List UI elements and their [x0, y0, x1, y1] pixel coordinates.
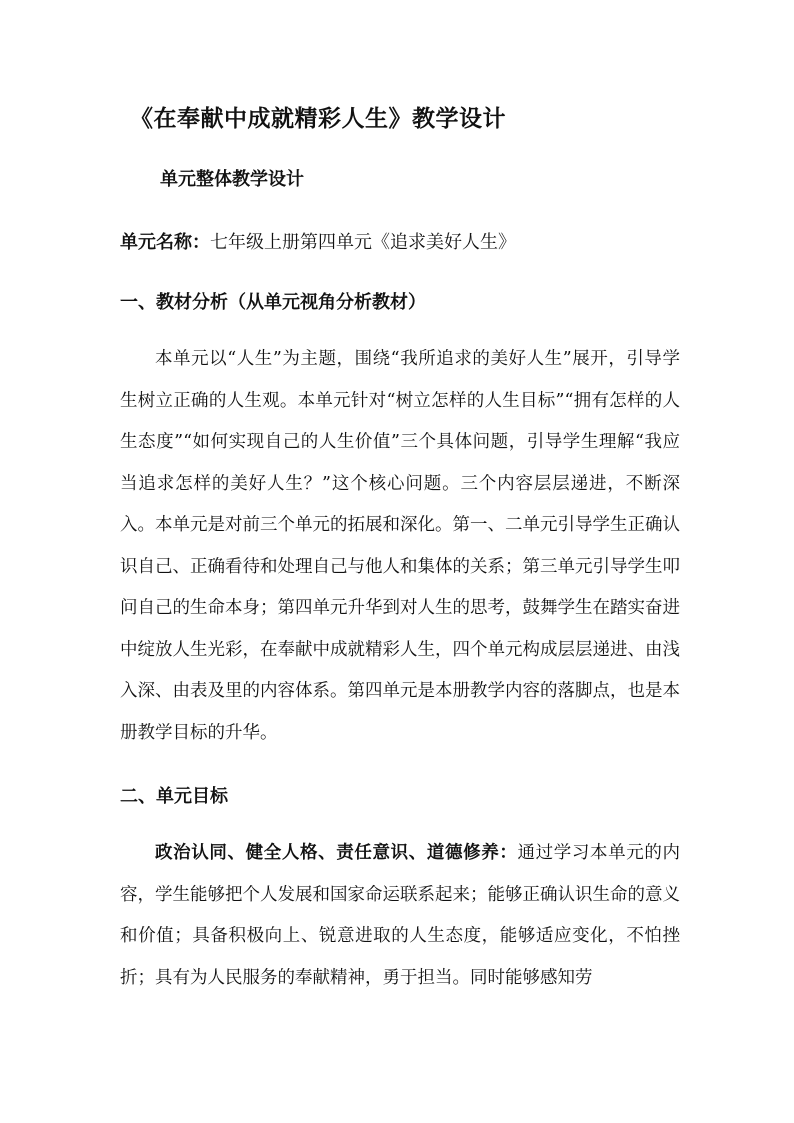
unit-goals-body: 通过学习本单元的内容，学生能够把个人发展和国家命运联系起来；能够正确认识生命的意义和价值；具备积极向上、锐意进取的人生态度，能够适应变化，不怕挫折；具有为人民服务的奉献精神，勇于担当。同时能够感知劳: [120, 843, 680, 988]
unit-name-value: 七年级上册第四单元《追求美好人生》: [210, 232, 516, 253]
paragraph-textbook-analysis: 本单元以“人生”为主题，围绕“我所追求的美好人生”展开，引导学生树立正确的人生观。本单元针对“树立怎样的人生目标”“拥有怎样的人生态度”“如何实现自己的人生价值”三个具体问题，引导学生理解“我应当追求怎样的美好人生？”这个核心问题。三个内容层层递进，不断深入。本单元是对前三个单元的拓展和深化。第一、二单元引导学生正确认识自己、正确看待和处理自己与他人和集体的关系；第三单元引导学生叩问自己的生命本身；第四单元升华到对人生的思考，鼓舞学生在踏实奋进中绽放人生光彩，在奉献中成就精彩人生，四个单元构成层层递进、由浅入深、由表及里的内容体系。第四单元是本册教学内容的落脚点，也是本册教学目标的升华。: [120, 349, 680, 743]
section-heading-unit-goals: 二、单元目标: [120, 786, 228, 807]
document-title: 《在奉献中成就精彩人生》教学设计: [130, 105, 506, 132]
document-subtitle: 单元整体教学设计: [160, 169, 304, 190]
unit-name-line: [120, 228, 516, 254]
unit-goals-lead: 政治认同、健全人格、责任意识、道德修养：: [155, 843, 518, 863]
paragraph-unit-goals: [120, 833, 680, 999]
section-heading-textbook-analysis: 一、教材分析（从单元视角分析教材）: [120, 292, 426, 313]
unit-name-label: 单元名称：: [120, 232, 210, 253]
